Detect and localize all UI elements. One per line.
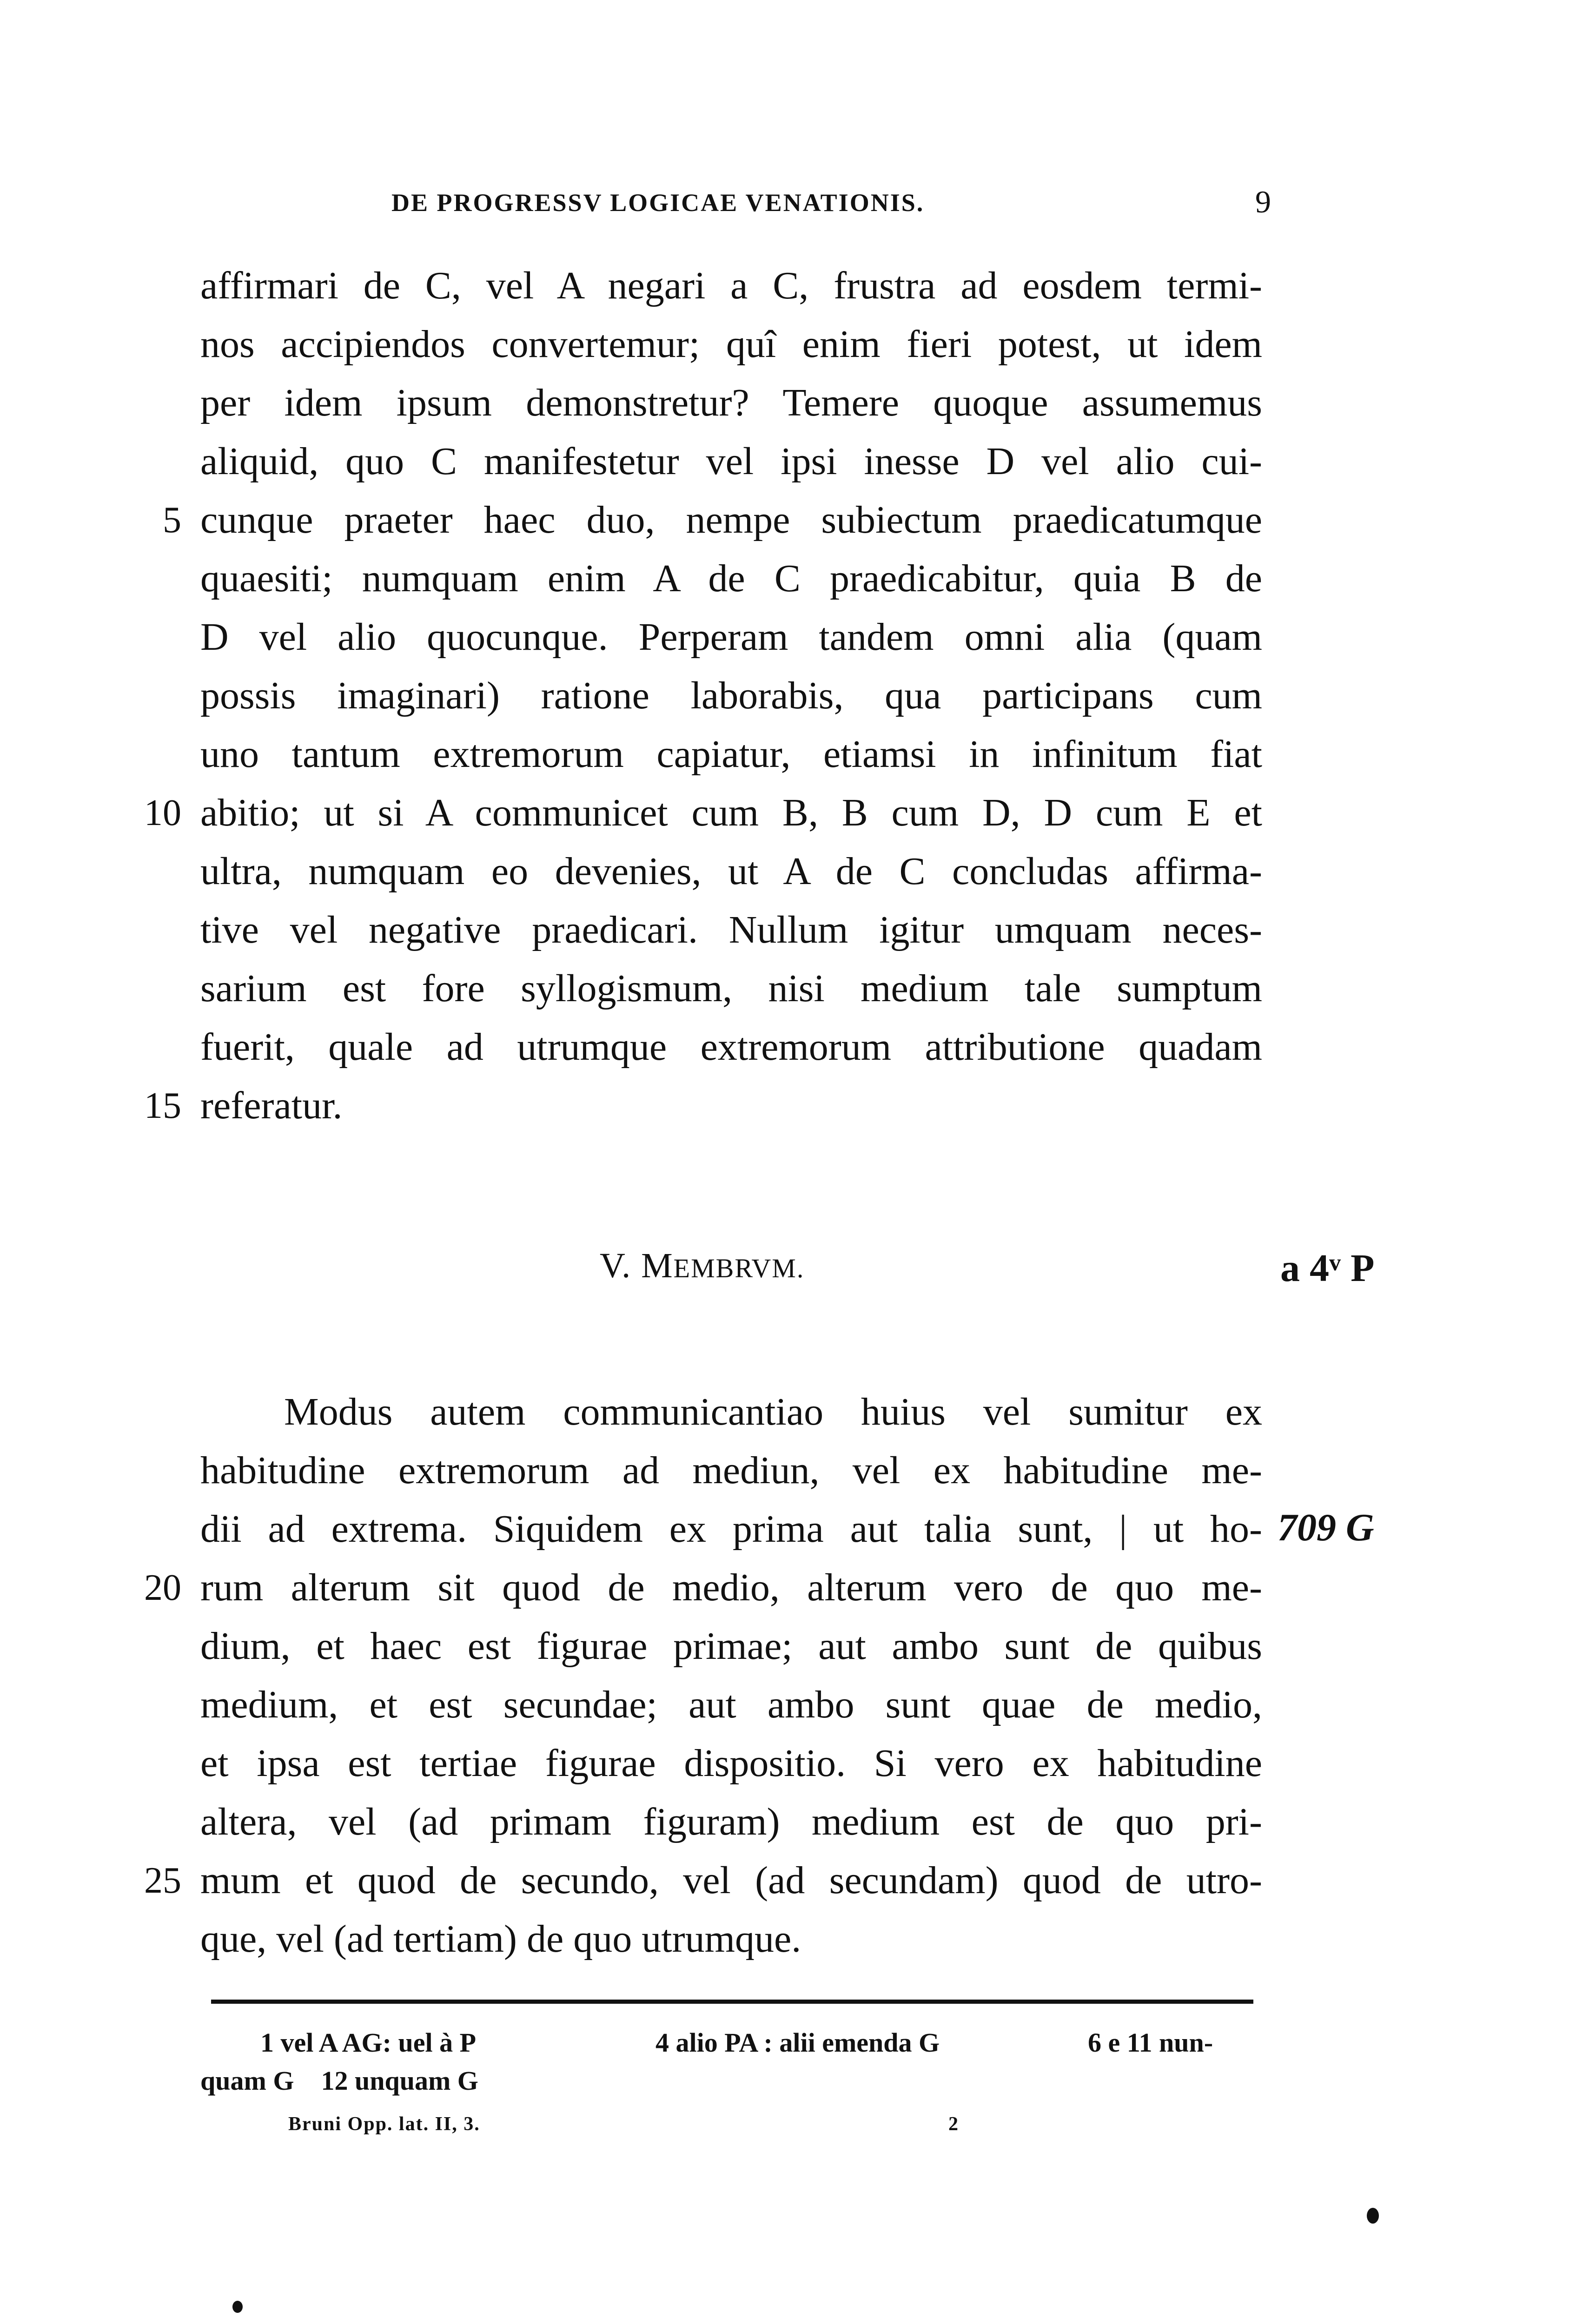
footnote-6-11: 6 e 11 nun-: [1088, 2027, 1213, 2058]
footnote-continuation: quam G 12 unquam G: [200, 2066, 478, 2096]
text-line: nos accipiendos convertemur; quî enim fieri potest, ut idem: [200, 323, 1262, 366]
line-number: 20: [144, 1567, 181, 1608]
ink-speck: [232, 2301, 243, 2313]
section-title-rest: EMBRVM.: [673, 1253, 805, 1283]
text-line: dii ad extrema. Siquidem ex prima aut talia sunt, | ut ho-: [200, 1507, 1262, 1551]
page-number: 9: [1255, 184, 1271, 219]
ink-speck: [1367, 2208, 1379, 2224]
text-line: cunque praeter haec duo, nempe subiectum praedicatumque: [200, 498, 1262, 541]
text-line: que, vel (ad tertiam) de quo utrumque.: [200, 1917, 801, 1961]
text-line: medium, et est secundae; aut ambo sunt quae de medio,: [200, 1683, 1262, 1726]
line-number: 10: [144, 792, 181, 833]
text-line: uno tantum extremorum capiatur, etiamsi in infinitum fiat: [200, 733, 1262, 776]
line-number: 25: [144, 1860, 181, 1901]
page-signature-left: Bruni Opp. lat. II, 3.: [288, 2113, 480, 2135]
text-line: habitudine extremorum ad mediun, vel ex habitudine me-: [200, 1449, 1262, 1492]
text-line: referatur.: [200, 1084, 343, 1127]
text-line: possis imaginari) ratione laborabis, qua participans cum: [200, 674, 1262, 717]
section-heading: [600, 1246, 804, 1286]
text-line: tive vel negative praedicari. Nullum igitur umquam neces-: [200, 908, 1262, 951]
text-line: altera, vel (ad primam figuram) medium est de quo pri-: [200, 1800, 1262, 1843]
text-line: rum alterum sit quod de medio, alterum vero de quo me-: [200, 1566, 1262, 1609]
text-line: abitio; ut si A communicet cum B, B cum D, D cum E et: [200, 791, 1262, 834]
text-line: D vel alio quocunque. Perperam tandem omni alia (quam: [200, 615, 1262, 659]
page-signature-right: 2: [948, 2113, 959, 2135]
footnote-1: 1 vel A AG: uel à P: [260, 2027, 476, 2058]
running-title: DE PROGRESSV LOGICAE VENATIONIS.: [391, 189, 925, 217]
text-line: Modus autem communicantiao huius vel sumitur ex: [284, 1390, 1262, 1433]
margin-reference-a4vP: a 4ᵛ P: [1280, 1247, 1375, 1290]
text-line: aliquid, quo C manifestetur vel ipsi inesse D vel alio cui-: [200, 440, 1262, 483]
margin-reference-709G: 709 G: [1278, 1506, 1374, 1549]
text-line: dium, et haec est figurae primae; aut ambo sunt de quibus: [200, 1624, 1262, 1668]
text-line: sarium est fore syllogismum, nisi medium tale sumptum: [200, 967, 1262, 1010]
section-number: V.: [600, 1246, 632, 1285]
text-line: ultra, numquam eo devenies, ut A de C concludas affirma-: [200, 850, 1262, 893]
footnote-rule: [211, 2000, 1253, 2004]
text-line: per idem ipsum demonstretur? Temere quoque assumemus: [200, 381, 1262, 424]
section-title-initial: M: [641, 1246, 674, 1285]
line-number: 5: [163, 500, 181, 541]
text-line: mum et quod de secundo, vel (ad secundam) quod de utro-: [200, 1859, 1262, 1902]
text-line: fuerit, quale ad utrumque extremorum attributione quadam: [200, 1025, 1262, 1069]
text-line: et ipsa est tertiae figurae dispositio. Si vero ex habitudine: [200, 1742, 1262, 1785]
footnote-4: 4 alio PA : alii emenda G: [656, 2027, 940, 2058]
text-line: quaesiti; numquam enim A de C praedicabitur, quia B de: [200, 557, 1262, 600]
text-line: affirmari de C, vel A negari a C, frustra ad eosdem termi-: [200, 264, 1262, 307]
line-number: 15: [144, 1085, 181, 1126]
